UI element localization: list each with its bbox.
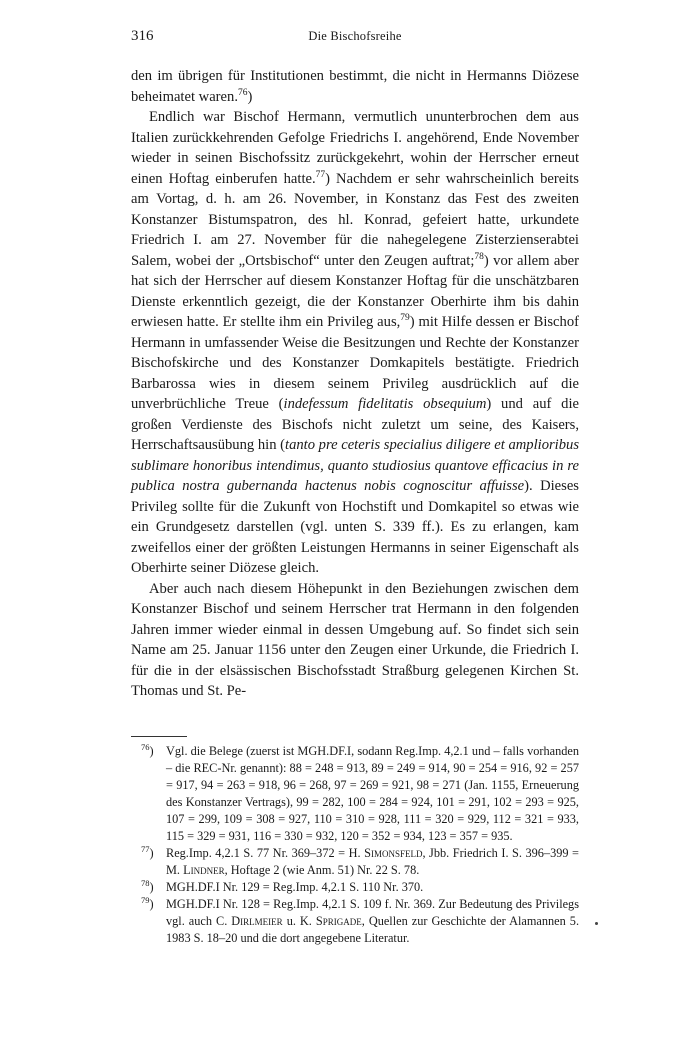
running-title: Die Bischofsreihe	[308, 29, 402, 43]
paragraph: den im übrigen für Institutionen bestimmt, die nicht in Hermanns Diözese beheimatet waren.$^{76}$)	[131, 68, 579, 105]
text-run: ) und auf die großen Verdienste des Bischofs nicht zuletzt um seine, des Kaisers, Herrschaftsausübung hin (	[131, 396, 579, 453]
footnote-divider	[131, 736, 187, 737]
footnote-text: Reg.Imp. 4,2.1 S. 77 Nr. 369–372 = H.	[166, 845, 365, 860]
footnote-76	[141, 743, 579, 845]
footnote-ref-76[interactable]: 76	[237, 87, 248, 98]
author-name: Dirlmeier	[231, 913, 283, 928]
latin-quote: tanto pre ceteris specialius diligere et amplioribus sublimare honoribus intendimus, quanto studiosius quantove efficacius in re publica nostra gubernanda hactenus nobis cognoscitur affuisse	[131, 437, 580, 494]
page-number: 316	[131, 28, 154, 44]
footnote-text: , Hoftage 2 (wie Anm. 51) Nr. 22 S. 78.	[224, 862, 420, 877]
book-page	[131, 26, 579, 947]
footnote-text: Vgl. die Belege (zuerst ist MGH.DF.I, sodann Reg.Imp. 4,2.1 und – falls vorhanden – die REC-Nr. genannt): 88 = 248 = 913, 89 = 249 = 914, 90 = 254 = 916, 92 = 257 = 917, 94 = 263 = 918, 96 = 268, 97 = 269 = 921, 98 = 271 (Jan. 1155, Erneuerung des Konstanzer Vertrags), 99 = 282, 100 = 284 = 924, 101 = 291, 102 = 293 = 925, 107 = 299, 109 = 308 = 927, 110 = 310 = 928, 111 = 320 = 929, 112 = 321 = 933, 115 = 329 = 931, 116 = 330 = 932, 120 = 352 = 934, 123 = 357 = 935.	[166, 743, 579, 843]
footnote-marker: $^{76}$)	[141, 741, 154, 758]
footnote-ref-79[interactable]: 79	[400, 313, 410, 323]
footnote-text: MGH.DF.I Nr. 129 = Reg.Imp. 4,2.1 S. 110 Nr. 370.	[166, 879, 424, 894]
text-run: vor allem aber hat sich der Herrscher auf diesem Konstanzer Hoftag für die unschätzbaren Dienste erkenntlich gezeigt, die der Konstanzer Oberhirte ihm bis dahin erwiesen hatte. Er stellte ihm ein Privileg aus,	[131, 252, 579, 330]
running-head	[131, 26, 579, 48]
footnote-text: , Jbb. Friedrich I. S. 396–399 = M.	[166, 845, 579, 877]
latin-quote: indefessum fidelitatis obsequium	[283, 396, 487, 412]
print-speck	[595, 922, 598, 925]
text-run: Endlich war Bischof Hermann, vermutlich ununterbrochen dem aus Italien zurückkehrenden Gefolge Friedrichs I. angehörend, Ende November wieder in seinen Bischofssitz zurückgekehrt, wohin der Herrscher erneut einen Hoftag einberufen hatte.	[131, 109, 579, 187]
text-run: Nachdem er sehr wahrscheinlich bereits am Vortag, d. h. am 26. November, in Konstanz das Fest des zweiten Konstanzer Bistumspatron, des hl. Konrad, gefeiert hatte, urkundete Friedrich I. am 27. November für die nahegelegene Zisterzienserabtei Salem, wobei der „Ortsbischof“ unter den Zeugen auftrat;	[131, 170, 579, 269]
footnote-78	[141, 879, 579, 896]
footnote-marker: $^{79}$)	[141, 894, 154, 911]
footnote-ref-77[interactable]: 77	[315, 169, 326, 180]
footnotes	[131, 743, 579, 947]
author-name: Lindner	[183, 862, 225, 877]
footnote-ref-78[interactable]: 78	[474, 251, 484, 262]
footnote-number: 77	[141, 843, 150, 854]
footnote-marker: $^{78}$)	[141, 877, 154, 894]
paragraph	[131, 579, 579, 702]
footnote-number: 78	[141, 877, 150, 888]
text-run: mit Hilfe dessen er Bischof Hermann in umfassender Weise die Besitzungen und Rechte der Konstanzer Bischofskirche und des Konstanzer Domkapitels bestätigte. Friedrich Barbarossa wies in diesem seinem Privileg ausdrücklich auf die unverbrüchliche Treue (	[131, 314, 579, 412]
paragraph: Endlich war Bischof Hermann, vermutlich ununterbrochen dem aus Italien zurückkehrenden Gefolge Friedrichs I. angehörend, Ende November wieder in seinen Bischofssitz zurückgekehrt, wohin der Herrscher erneut einen Hoftag einberufen hatte.$^{77}$) Nachdem er sehr wahrscheinlich bereits am Vortag, d. h. am 26. November, in Konstanz das Fest des zweiten Konstanzer Bistumspatron, des hl. Konrad, gefeiert hatte, urkundete Friedrich I. am 27. November für die nahegelegene Zisterzienserabtei Salem, wobei der „Ortsbischof“ unter den Zeugen auftrat;$^{78}$) vor allem aber hat sich der Herrscher auf diesem Konstanzer Hoftag für die unschätzbaren Dienste erkenntlich gezeigt, die der Konstanzer Oberhirte ihm bis dahin erwiesen hatte. Er stellte ihm ein Privileg aus,$^{79}$) mit Hilfe dessen er Bischof Hermann in umfassender Weise die Besitzungen und Rechte der Konstanzer Bischofskirche und des Konstanzer Domkapitels bestätigte. Friedrich Barbarossa wies in diesem seinem Privileg ausdrücklich auf die unverbrüchliche Treue (indefessum fidelitatis obsequium) und auf die großen Verdienste des Bischofs nicht zuletzt um seine, des Kaisers, Herrschaftsausübung hin (tanto pre ceteris specialius diligere et amplioribus sublimare honoribus intendimus, quanto studiosius quantove efficacius in re publica nostra gubernanda hactenus nobis cognoscitur affuisse). Dieses Privileg sollte für die Zukunft von Hochstift und Domkapitel so etwas wie ein Grundgesetz darstellen (vgl. unten S. 339 ff.). Es zu erlangen, kam zweifellos einer der größten Leistungen Hermanns in seiner Eigenschaft als Oberhirte seiner Diözese gleich.	[131, 109, 580, 576]
text-run: ). Dieses Privileg sollte für die Zukunft von Hochstift und Domkapitel so etwas wie ein Grundgesetz darstellen (vgl. unten S. 339 ff.). Es zu erlangen, kam zweifellos einer der größten Leistungen Hermanns in seiner Eigenschaft als Oberhirte seiner Diözese gleich.	[131, 478, 579, 576]
footnote-text: MGH.DF.I Nr. 128 = Reg.Imp. 4,2.1 S. 109 f. Nr. 369. Zur Bedeutung des Privilegs vgl. auch C.	[166, 896, 579, 928]
author-name: Sprigade	[315, 913, 362, 928]
text-run: den im übrigen für Institutionen bestimmt, die nicht in Hermanns Diözese beheimatet waren.	[131, 68, 579, 105]
footnote-number: 79	[141, 894, 150, 905]
text-run: Aber auch nach diesem Höhepunkt in den Beziehungen zwischen dem Konstanzer Bischof und seinem Herrscher trat Hermann in den folgenden Jahren immer wieder einmal in dessen Umgebung auf. So findet sich sein Name am 25. Januar 1156 unter den Zeugen einer Urkunde, die Friedrich I. für die in der elsässischen Bischofsstadt Straßburg gelegenen Kirchen St. Thomas und St. Pe-	[131, 580, 579, 699]
footnote-text: , Quellen zur Geschichte der Alamannen 5. 1983 S. 18–20 und die dort angegebene Literatur.	[166, 913, 580, 945]
footnote-number: 76	[141, 741, 150, 752]
main-text	[131, 66, 579, 702]
footnote-marker: $^{77}$)	[141, 843, 154, 860]
footnote-77	[141, 845, 579, 879]
footnote-79	[141, 896, 579, 947]
footnote-text: u. K.	[282, 913, 316, 928]
author-name: Simonsfeld	[364, 845, 423, 860]
